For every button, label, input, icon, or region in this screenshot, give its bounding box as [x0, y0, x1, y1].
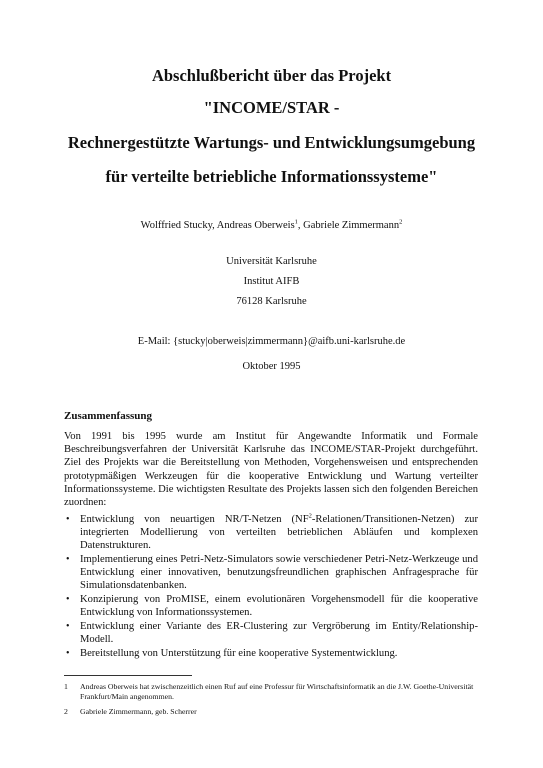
- list-item: • Implementierung eines Petri-Netz-Simulators sowie verschiedener Petri-Netz-Werkzeuge und Entwicklung einer innovativen, benutzungsfreundlichen graphischen Anfragesprache für Simulationsdatenbanken.: [66, 554, 478, 591]
- title-line-3: Rechnergestützte Wartungs- und Entwicklungsumgebung: [67, 133, 476, 152]
- author-names-2: , Gabriele Zimmermann: [297, 220, 400, 231]
- author-line: [40, 218, 503, 232]
- footnote-1: [64, 682, 478, 702]
- email-line: E-Mail: {stucky|oberweis|zimmermann}@aifb.uni-karlsruhe.de: [137, 336, 406, 347]
- title-line-4: für verteilte betriebliche Informationssysteme": [105, 167, 438, 186]
- author-footnote-marker-2: 2: [399, 218, 403, 226]
- footnote-number: 2: [64, 707, 68, 716]
- list-item: • Bereitstellung von Unterstützung für eine kooperative Systementwicklung.: [66, 648, 398, 659]
- title-line-2: "INCOME/STAR -: [203, 98, 340, 117]
- summary-paragraph: Von 1991 bis 1995 wurde am Institut für Angewandte Informatik und Formale Beschreibungsverfahren der Universität Karlsruhe das INCOME/STAR-Projekt durchgeführt. Ziel des Projekts war die Bereitstellung von Methoden, Vorgehensweisen und entsprechenden prototypmäßigen Werkzeugen für die kooperative Entwicklung und Wartung verteilter Informationssysteme. Die wichtigsten Resultate des Projekts lassen sich den folgenden Bereichen zuordnen:: [64, 431, 478, 509]
- bullet-icon: •: [66, 594, 70, 605]
- bullet-icon: •: [66, 621, 70, 632]
- summary-bullet-list: [64, 513, 478, 661]
- author-names-1: Wolffried Stucky, Andreas Oberweis: [140, 220, 295, 231]
- list-item: • Entwicklung von neuartigen NR/T-Netzen $(NF^2-Relationen/Transitionen-Netzen)$ zur integrierten Modellierung von verteilten betrieblichen Abläufen und komplexen Datenstrukturen.: [66, 512, 478, 551]
- affiliation-university: Universität Karlsruhe: [226, 256, 317, 267]
- title-line-1: Abschlußbericht über das Projekt: [151, 66, 392, 85]
- author-footnote-marker-1: 1: [294, 218, 298, 226]
- footnote-divider: [64, 675, 192, 676]
- date-line: Oktober 1995: [242, 361, 301, 372]
- footnote-2: [64, 707, 478, 717]
- affiliation-institute: Institut AIFB: [243, 276, 300, 287]
- list-item: • Entwicklung einer Variante des ER-Clustering zur Vergröberung im Entity/Relationship-Modell.: [66, 621, 478, 645]
- footnote-number: 1: [64, 682, 68, 691]
- bullet-icon: •: [66, 554, 70, 565]
- bullet-icon: •: [66, 648, 70, 659]
- footnote-text: Gabriele Zimmermann, geb. Scherrer: [80, 707, 197, 716]
- affiliation-city: 76128 Karlsruhe: [236, 296, 307, 307]
- footnote-text: Andreas Oberweis hat zwischenzeitlich einen Ruf auf eine Professur für Wirtschaftsinformatik an die J.W. Goethe-Universität Frankfurt/Main angenommen.: [80, 682, 474, 701]
- section-heading-summary: Zusammenfassung: [64, 410, 153, 422]
- bullet-icon: •: [66, 514, 70, 525]
- list-item: • Konzipierung von ProMISE, einem evolutionären Vorgehensmodell für die kooperative Entwicklung von Informationssystemen.: [66, 594, 478, 618]
